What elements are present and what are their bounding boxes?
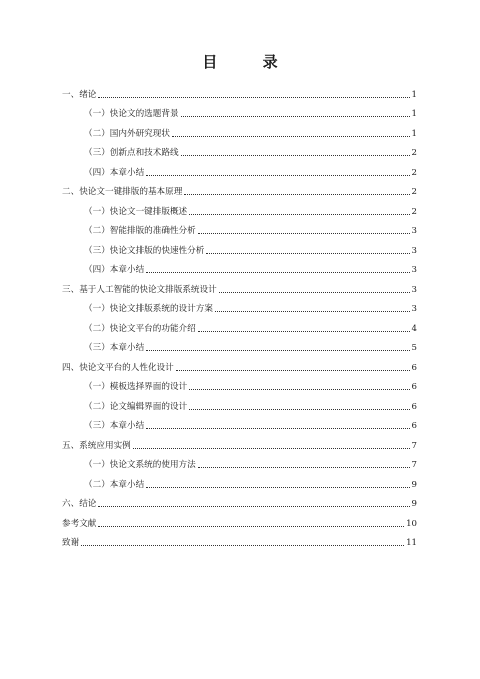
toc-page-number: 2 — [411, 187, 417, 197]
toc-leader-dots — [181, 116, 410, 117]
toc-leader-dots — [146, 487, 409, 488]
toc-section-entry[interactable] — [62, 392, 417, 412]
toc-entry-label: 二、快论文一键排版的基本原理 — [62, 187, 183, 197]
toc-entry-label: （一）快论文排版系统的设计方案 — [84, 304, 213, 314]
toc-page-number: 3 — [411, 304, 417, 314]
toc-page-number: 6 — [411, 382, 417, 392]
toc-page-number: 6 — [411, 362, 417, 373]
toc-section-entry[interactable] — [62, 100, 417, 120]
toc-page-number: 3 — [411, 284, 417, 295]
toc-page-number: 9 — [411, 479, 417, 490]
toc-leader-dots — [146, 350, 409, 351]
toc-entry-label: （三）本章小结 — [84, 421, 145, 431]
toc-leader-dots — [98, 526, 404, 527]
toc-chapter-entry[interactable] — [62, 178, 417, 198]
toc-page-number: 2 — [411, 167, 417, 178]
toc-section-entry[interactable] — [62, 139, 417, 159]
toc-leader-dots — [198, 233, 410, 234]
toc-leader-dots — [215, 311, 410, 312]
toc-chapter-entry[interactable] — [62, 490, 417, 510]
toc-leader-dots — [146, 175, 409, 176]
toc-leader-dots — [198, 467, 410, 468]
toc-page-number: 6 — [411, 421, 417, 431]
toc-section-entry[interactable] — [62, 217, 417, 237]
toc-page-number: 5 — [411, 343, 417, 353]
toc-page-number: 3 — [411, 245, 417, 256]
toc-section-entry[interactable] — [62, 119, 417, 139]
toc-section-entry[interactable] — [62, 158, 417, 178]
toc-leader-dots — [172, 136, 410, 137]
toc-leader-dots — [176, 370, 410, 371]
toc-leader-dots — [98, 506, 409, 507]
toc-entry-label: （三）本章小结 — [84, 343, 145, 353]
toc-entry-label: （二）国内外研究现状 — [84, 128, 170, 139]
toc-leader-dots — [81, 545, 404, 546]
toc-leader-dots — [189, 389, 409, 390]
toc-leader-dots — [98, 97, 409, 98]
toc-chapter-entry[interactable] — [62, 353, 417, 373]
toc-page-number: 4 — [411, 323, 417, 334]
toc-page-number: 7 — [411, 440, 417, 451]
toc-section-entry[interactable] — [62, 197, 417, 217]
toc-leader-dots — [189, 409, 409, 410]
toc-entry-label: （二）智能排版的准确性分析 — [84, 226, 196, 236]
toc-section-entry[interactable] — [62, 256, 417, 276]
toc-section-entry[interactable] — [62, 470, 417, 490]
toc-entry-label: （二）论文编辑界面的设计 — [84, 401, 188, 412]
toc-page-number: 1 — [411, 109, 417, 119]
toc-entry-label: （二）快论文平台的功能介绍 — [84, 323, 196, 334]
toc-entry-label: （一）快论文的选题背景 — [84, 109, 179, 119]
toc-entry-label: 六、结论 — [62, 499, 97, 509]
toc-leader-dots — [206, 253, 409, 254]
toc-chapter-entry[interactable] — [62, 509, 417, 529]
toc-entry-label: （三）快论文排版的快速性分析 — [84, 245, 205, 256]
toc-entry-label: （四）本章小结 — [84, 265, 145, 275]
toc-page-number: 6 — [411, 401, 417, 412]
toc-entry-label: 三、基于人工智能的快论文排版系统设计 — [62, 284, 217, 295]
toc-leader-dots — [184, 194, 409, 195]
toc-page-number: 1 — [411, 89, 417, 100]
toc-page-number: 2 — [411, 206, 417, 217]
toc-entry-label: 五、系统应用实例 — [62, 440, 131, 451]
toc-chapter-entry[interactable] — [62, 80, 417, 100]
toc-section-entry[interactable] — [62, 412, 417, 432]
toc-entry-label: 一、绪论 — [62, 89, 97, 100]
toc-chapter-entry[interactable] — [62, 529, 417, 549]
toc-page-number: 3 — [411, 265, 417, 275]
toc-section-entry[interactable] — [62, 334, 417, 354]
toc-leader-dots — [198, 331, 410, 332]
toc-section-entry[interactable] — [62, 451, 417, 471]
toc-section-entry[interactable] — [62, 236, 417, 256]
toc-entry-label: （三）创新点和技术路线 — [84, 148, 179, 158]
toc-leader-dots — [189, 214, 409, 215]
table-of-contents — [62, 80, 417, 548]
toc-page-number: 10 — [406, 518, 417, 529]
toc-entry-label: 四、快论文平台的人性化设计 — [62, 362, 174, 373]
toc-entry-label: （二）本章小结 — [84, 479, 145, 490]
toc-page-number: 7 — [411, 460, 417, 470]
toc-page-number: 9 — [411, 499, 417, 509]
toc-chapter-entry[interactable] — [62, 275, 417, 295]
toc-page-number: 2 — [411, 148, 417, 158]
toc-entry-label: （四）本章小结 — [84, 167, 145, 178]
toc-entry-label: 参考文献 — [62, 518, 97, 529]
toc-leader-dots — [181, 155, 410, 156]
toc-page-number: 3 — [411, 226, 417, 236]
toc-page-number: 11 — [406, 538, 417, 548]
toc-entry-label: （一）快论文系统的使用方法 — [84, 460, 196, 470]
toc-section-entry[interactable] — [62, 295, 417, 315]
toc-section-entry[interactable] — [62, 314, 417, 334]
toc-leader-dots — [146, 428, 409, 429]
toc-leader-dots — [219, 292, 410, 293]
toc-section-entry[interactable] — [62, 373, 417, 393]
toc-leader-dots — [133, 448, 410, 449]
toc-entry-label: （一）模板选择界面的设计 — [84, 382, 188, 392]
toc-page-number: 1 — [411, 128, 417, 139]
toc-leader-dots — [146, 272, 409, 273]
page-title: 目 录 — [202, 53, 298, 71]
toc-entry-label: （一）快论文一键排版概述 — [84, 206, 188, 217]
toc-chapter-entry[interactable] — [62, 431, 417, 451]
toc-entry-label: 致谢 — [62, 538, 80, 548]
